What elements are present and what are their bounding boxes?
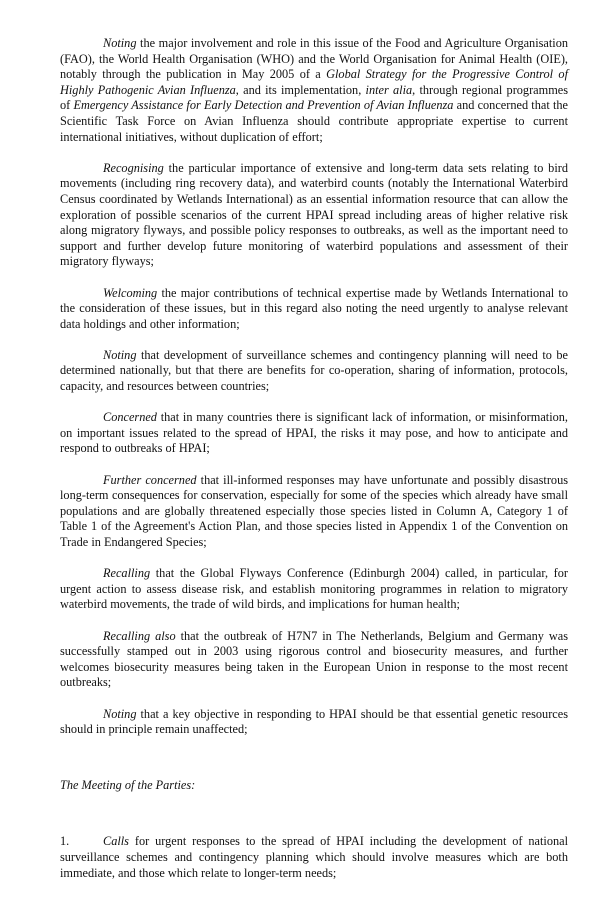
paragraph-number: 1. [60,834,70,849]
preambular-paragraph [60,161,568,270]
document-page [60,36,568,881]
body-text: that the Global Flyways Conference (Edinburgh 2004) called, in particular, for urgent action to assess disease risk, and establish monitoring programmes in relation to migratory waterbird movements, the trade of wild birds, and implications for human health; [60,566,568,612]
lead-phrase: Recalling also [103,628,176,643]
preambular-paragraph [60,348,568,395]
body-text: , and its implementation, [235,82,366,97]
italic-text: Global Strategy for the Progressive Control of Highly Pathogenic Avian Influenza [60,67,568,97]
body-text: the particular importance of extensive and long-term data sets relating to bird movements (including ring recovery data), and waterbird counts (notably the International Waterbird Census coordinated by Wetlands International) as an essential information resource that can allow the exploration of possible scenarios of the current HPAI spread including areas of higher relative risk along migratory flyways, and possible policy responses to outbreaks, as well as the important need to support and further develop future monitoring of waterbird populations and assessment of their migratory flyways; [60,160,568,269]
operative-text: for urgent responses to the spread of HPAI including the development of national surveillance schemes and contingency planning which should involve measures which are both immediate, and those which relate to longer-term needs; [60,834,568,880]
body-text: and concerned that the Scientific Task Force on Avian Influenza should contribute appropriate expertise to current international initiatives, without duplication of effort; [60,98,568,144]
italic-text: Emergency Assistance for Early Detection and Prevention of Avian Influenza [73,98,454,113]
preambular-section [60,36,568,738]
italic-text: inter alia [365,82,413,97]
body-text: that ill-informed responses may have unfortunate and possibly disastrous long-term consequences for conservation, especially for some of the species which already have small populations and are globally threatened especially those species listed in Column A, Category 1 of Table 1 of the Agreement's Action Plan, and those species listed in Appendix 1 of the Convention on Trade in Endangered Species; [60,472,569,549]
lead-phrase: Noting [103,347,137,362]
preambular-paragraph [60,707,568,738]
lead-phrase: Recognising [103,160,164,175]
preambular-paragraph [60,629,568,691]
lead-phrase: Welcoming [103,285,158,300]
body-text: , through regional programmes of [60,82,569,113]
lead-phrase: Recalling [103,566,151,581]
preambular-paragraph [60,473,568,551]
body-text: the major involvement and role in this issue of the Food and Agriculture Organisation (FAO), the World Health Organisation (WHO) and the World Organisation for Animal Health (OIE), notably through the publication in May 2005 of a [60,36,568,82]
body-text: the major contributions of technical expertise made by Wetlands International to the consideration of these issues, but in this regard also noting the need urgently to analyse relevant data holdings and other information; [60,285,568,331]
lead-phrase: Concerned [103,410,157,425]
operative-lead-verb: Calls [103,834,129,849]
preambular-paragraph [60,36,568,145]
body-text: that development of surveillance schemes and contingency planning will need to be determined nationally, but that there are benefits for co-operation, sharing of information, protocols, capacity, and resources between countries; [60,347,568,394]
preambular-paragraph [60,566,568,613]
body-text: that a key objective in responding to HPAI should be that essential genetic resources should in principle remain unaffected; [60,706,568,737]
section-heading: The Meeting of the Parties: [60,777,196,792]
body-text: that in many countries there is significant lack of information, or misinformation, on important issues related to the spread of HPAI, the risks it may pose, and how to anticipate and respond to outbreaks of HPAI; [60,410,568,456]
preambular-paragraph [60,286,568,333]
operative-paragraph [60,834,568,881]
preambular-paragraph [60,410,568,457]
lead-phrase: Noting [103,36,137,50]
lead-phrase: Noting [103,706,137,721]
body-text: that the outbreak of H7N7 in The Netherlands, Belgium and Germany was successfully stamped out in 2003 using rigorous control and biosecurity measures, and further welcomes biosecurity measures being taken in the European Union in response to the most recent outbreaks; [60,628,569,690]
lead-phrase: Further concerned [103,472,197,487]
